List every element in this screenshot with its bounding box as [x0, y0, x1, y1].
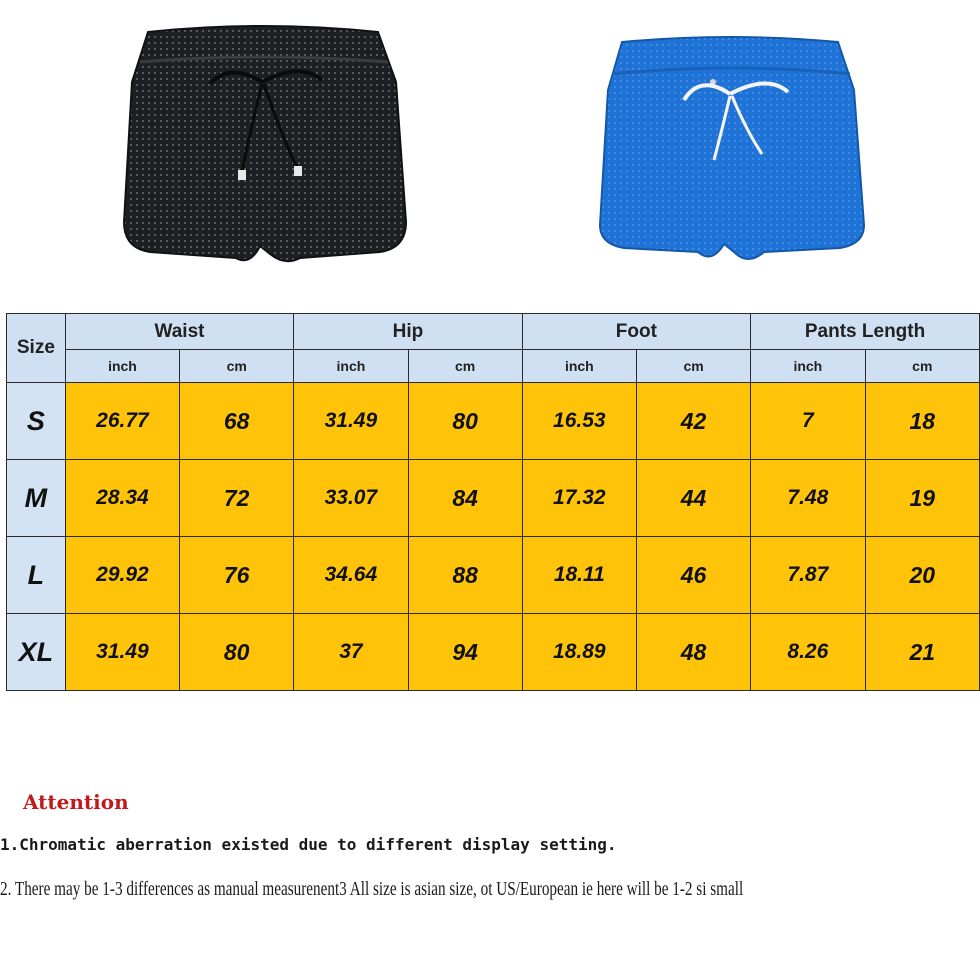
foot-header: Foot — [522, 314, 750, 350]
unit-header: cm — [637, 350, 751, 383]
measurement-cell: 7.87 — [751, 537, 865, 614]
unit-header: cm — [180, 350, 294, 383]
blue-shorts-image — [588, 30, 873, 265]
pants-length-header: Pants Length — [751, 314, 980, 350]
black-shorts-image — [110, 22, 415, 272]
measurement-cell: 42 — [637, 383, 751, 460]
table-row — [7, 614, 980, 691]
attention-title: Attention — [23, 790, 129, 814]
measurement-cell: 72 — [180, 460, 294, 537]
measurement-cell: 16.53 — [522, 383, 636, 460]
measurement-cell: 26.77 — [65, 383, 179, 460]
unit-header: inch — [522, 350, 636, 383]
waist-header: Waist — [65, 314, 293, 350]
measurement-cell: 17.32 — [522, 460, 636, 537]
size-column-header: Size — [7, 314, 66, 383]
note-item: 2. There may be 1-3 differences as manual measurenent3 All size is asian size, ot US/European ie here will be 1-2 si small — [0, 878, 744, 900]
measurement-cell: 33.07 — [294, 460, 408, 537]
size-chart-table — [6, 313, 980, 691]
measurement-cell: 18.11 — [522, 537, 636, 614]
measurement-cell: 44 — [637, 460, 751, 537]
measurement-cell: 7 — [751, 383, 865, 460]
unit-header: inch — [65, 350, 179, 383]
size-label: XL — [7, 614, 66, 691]
measurement-cell: 31.49 — [294, 383, 408, 460]
unit-header: inch — [751, 350, 865, 383]
table-row — [7, 383, 980, 460]
unit-header: cm — [865, 350, 979, 383]
measurement-cell: 31.49 — [65, 614, 179, 691]
measurement-cell: 18.89 — [522, 614, 636, 691]
hip-header: Hip — [294, 314, 522, 350]
measurement-cell: 7.48 — [751, 460, 865, 537]
measurement-cell: 46 — [637, 537, 751, 614]
note-item: 1.Chromatic aberration existed due to different display setting. — [0, 835, 617, 854]
measurement-cell: 88 — [408, 537, 522, 614]
measurement-cell: 80 — [408, 383, 522, 460]
measurement-cell: 76 — [180, 537, 294, 614]
table-header-row — [7, 314, 980, 350]
measurement-cell: 84 — [408, 460, 522, 537]
measurement-cell: 18 — [865, 383, 979, 460]
measurement-cell: 80 — [180, 614, 294, 691]
size-label: L — [7, 537, 66, 614]
measurement-cell: 28.34 — [65, 460, 179, 537]
measurement-cell: 37 — [294, 614, 408, 691]
size-label: M — [7, 460, 66, 537]
table-row — [7, 460, 980, 537]
measurement-cell: 68 — [180, 383, 294, 460]
unit-header-row — [7, 350, 980, 383]
product-images — [0, 0, 980, 300]
table-row — [7, 537, 980, 614]
measurement-cell: 29.92 — [65, 537, 179, 614]
measurement-cell: 20 — [865, 537, 979, 614]
measurement-cell: 48 — [637, 614, 751, 691]
size-label: S — [7, 383, 66, 460]
measurement-cell: 21 — [865, 614, 979, 691]
measurement-cell: 34.64 — [294, 537, 408, 614]
measurement-cell: 19 — [865, 460, 979, 537]
unit-header: cm — [408, 350, 522, 383]
unit-header: inch — [294, 350, 408, 383]
measurement-cell: 8.26 — [751, 614, 865, 691]
measurement-cell: 94 — [408, 614, 522, 691]
